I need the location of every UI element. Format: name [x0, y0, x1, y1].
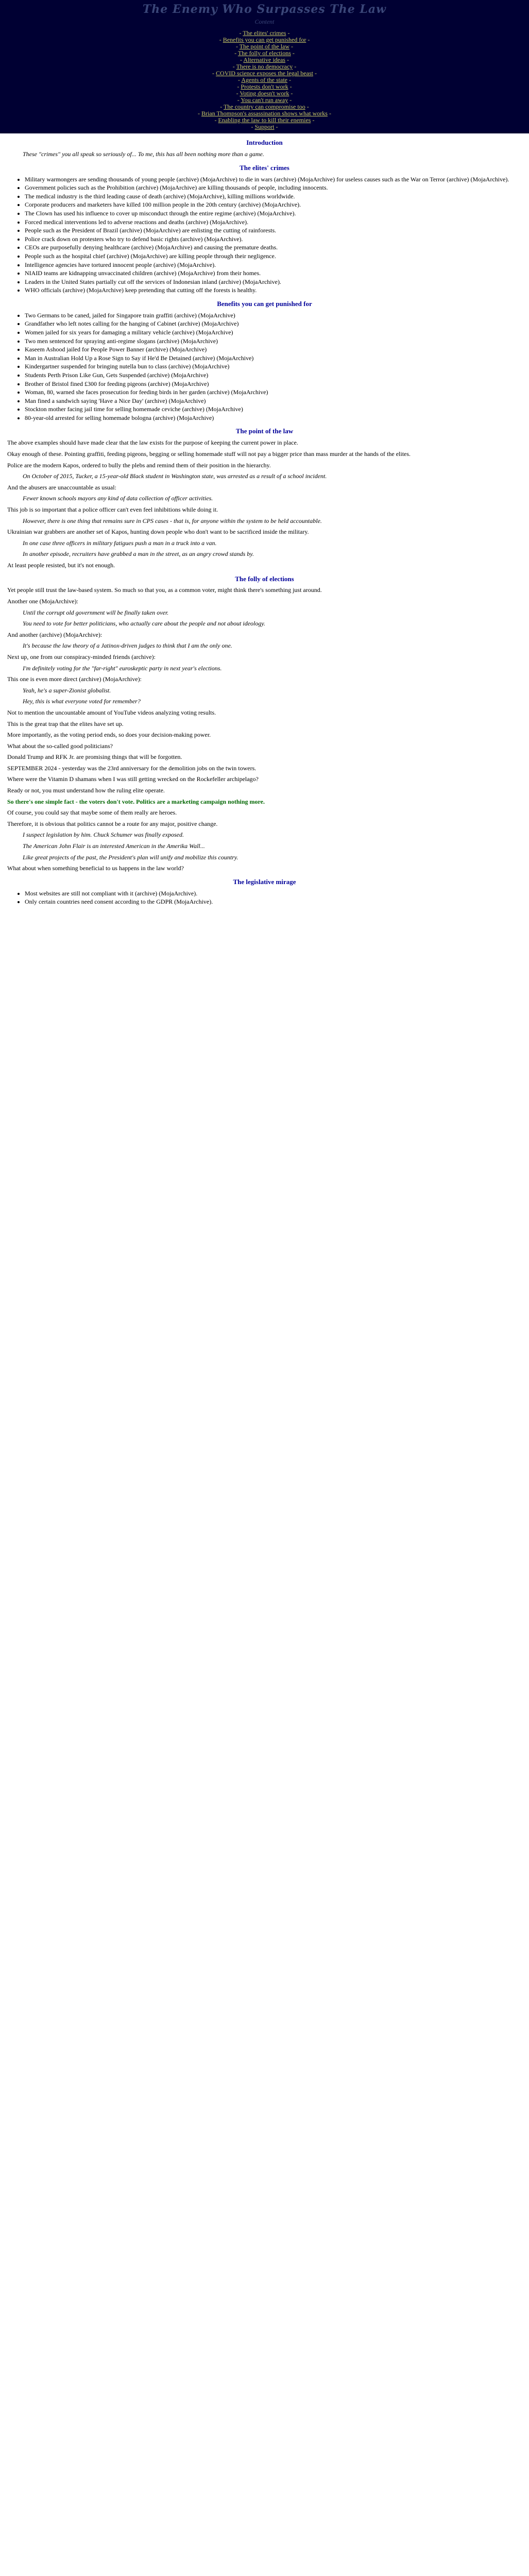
- list-item: • Military warmongers are sending thousands of young people (archive) (MojaArchive) to die in wars (archive) (MojaArchive) for useless causes such as the War on Terror (archive) (MojaArchive).: [25, 176, 522, 184]
- toc-dash: -: [287, 76, 291, 84]
- paragraph: SEPTEMBER 2024 - yesterday was the 23rd anniversary for the demolition jobs on the twin towers.: [7, 764, 257, 772]
- paragraph: Where were the Vitamin D shamans when I was still getting wrecked on the Rockefeller archipelago?: [7, 775, 259, 783]
- section-heading-folly-elections: The folly of elections: [235, 574, 294, 583]
- toc-dash: -: [251, 123, 255, 131]
- elites-crimes-list: [19, 176, 522, 295]
- toc-dash: -: [237, 83, 241, 91]
- page-root: [0, 0, 529, 906]
- paragraph: And the abusers are unaccountable as usual:: [7, 483, 116, 491]
- blockquote: Hey, this is what everyone voted for remember?: [23, 698, 141, 705]
- toc-dash: -: [289, 43, 294, 50]
- toc-dash: -: [311, 116, 315, 124]
- list-item: • Grandfather who left notes calling for the hanging of Cabinet (archive) (MojaArchive): [25, 320, 522, 328]
- list-item: • People such as the hospital chief (archive) (MojaArchive) are killing people through their negligence.: [25, 252, 522, 261]
- toc-link[interactable]: Benefits you can get punished for: [223, 36, 306, 44]
- paragraph: This job is so important that a police officer can't even feel inhibitions while doing it.: [7, 505, 218, 513]
- blockquote: However, there is one thing that remains sure in CPS cases - that is, for anyone within the system to be held accountable.: [23, 517, 322, 524]
- legislative-list: [19, 890, 522, 906]
- list-item: • Police crack down on protesters who try to defend basic rights (archive) (MojaArchive).: [25, 235, 522, 244]
- paragraph: More importantly, as the voting period ends, so does your decision-making power.: [7, 731, 211, 739]
- list-item: • 80-year-old arrested for selling homemade bologna (archive) (MojaArchive): [25, 414, 522, 422]
- list-item: • People such as the President of Brazil (archive) (MojaArchive) are enlisting the cutting of rainforests.: [25, 227, 522, 235]
- toc-dash: -: [235, 43, 240, 50]
- main-content: [0, 139, 529, 906]
- toc-link[interactable]: You can't run away: [241, 96, 288, 104]
- paragraph: Not to mention the uncountable amount of YouTube videos analyzing voting results.: [7, 708, 216, 716]
- toc-link[interactable]: Enabling the law to kill their enemies: [218, 116, 311, 124]
- toc-dash: -: [286, 29, 290, 37]
- list-item: • Man in Australian Hold Up a Rose Sign to Say if He'd Be Detained (archive) (MojaArchive): [25, 354, 522, 363]
- paragraph: Another one (MojaArchive):: [7, 597, 78, 605]
- blockquote: On October of 2015, Tucker, a 15-year-old Black student in Washington state, was arrested as a result of a school incident.: [23, 472, 327, 480]
- toc-dash: -: [236, 90, 240, 97]
- blockquote: The American John Flair is an interested American in the Amerika Wall...: [23, 842, 205, 850]
- paragraph: The above examples should have made clear that the law exists for the purpose of keeping the current power in place.: [7, 439, 298, 447]
- site-title: The Enemy Who Surpasses The Law: [142, 3, 387, 16]
- intro-quote: These "crimes" you all speak so seriously of... To me, this has all been nothing more than a game.: [23, 150, 264, 158]
- toc-dash: -: [291, 49, 295, 57]
- paragraph: Police are the modern Kapos, ordered to bully the plebs and remind them of their position in the hierarchy.: [7, 461, 271, 469]
- toc-dash: -: [293, 63, 297, 71]
- paragraph: And another (archive) (MojaArchive):: [7, 631, 103, 638]
- toc-dash: -: [219, 36, 223, 44]
- toc-dash: -: [306, 36, 310, 44]
- list-item: • Brother of Bristol fined £300 for feeding pigeons (archive) (MojaArchive): [25, 380, 522, 388]
- toc-link[interactable]: There is no democracy: [236, 63, 293, 71]
- paragraph: This is the great trap that the elites have set up.: [7, 720, 124, 727]
- blockquote: Yeah, he's a super-Zionist globalist.: [23, 686, 111, 694]
- blockquote: In another episode, recruiters have grabbed a man in the street, as an angry crowd stands by.: [23, 550, 254, 558]
- site-header: [0, 0, 529, 29]
- blockquote: It's because the law theory of a Jatinox-driven judges to think that I am the only one.: [23, 642, 232, 650]
- toc-link[interactable]: The elites' crimes: [243, 29, 286, 37]
- toc-dash: -: [232, 63, 236, 71]
- paragraph: Donald Trump and RFK Jr. are promising things that will be forgotten.: [7, 753, 182, 761]
- toc-dash: -: [289, 90, 293, 97]
- toc-dash: -: [214, 116, 218, 124]
- toc-link[interactable]: Agents of the state: [241, 76, 287, 84]
- blockquote: In one case three officers in military fatigues push a man in a truck into a van.: [23, 539, 217, 547]
- blockquote: Like great projects of the past, the President's plan will unify and mobilize this country.: [23, 853, 238, 861]
- list-item: • The Clown has used his influence to cover up misconduct through the entire regime (archive) (MojaArchive).: [25, 210, 522, 218]
- list-item: • Women jailed for six years for damaging a military vehicle (archive) (MojaArchive): [25, 329, 522, 337]
- blockquote: You need to vote for better politicians, who actually care about the people and not about ideology.: [23, 620, 266, 628]
- site-subtitle: Content: [254, 18, 275, 25]
- paragraph: What about the so-called good politicians?: [7, 742, 113, 750]
- paragraph: Of course, you could say that maybe some of them really are heroes.: [7, 809, 177, 817]
- list-item: • Intelligence agencies have tortured innocent people (archive) (MojaArchive).: [25, 261, 522, 269]
- toc-link[interactable]: Brian Thompson's assassination shows what works: [201, 110, 328, 117]
- toc-dash: -: [285, 56, 289, 64]
- paragraph: Ready or not, you must understand how the ruling elite operate.: [7, 787, 165, 794]
- list-item: • Two men sentenced for spraying anti-regime slogans (archive) (MojaArchive): [25, 337, 522, 346]
- paragraph: Next up, one from our conspiracy-minded friends (archive):: [7, 653, 156, 660]
- list-item: • WHO officials (archive) (MojaArchive) keep pretending that cutting off the forests is healthy.: [25, 286, 522, 295]
- blockquote: I'm definitely voting for the "far-right" euroskeptic party in next year's elections.: [23, 664, 222, 672]
- paragraph: Yet people still trust the law-based system. So much so that you, as a common voter, might think there's something just around.: [7, 586, 322, 594]
- list-item: • Stockton mother facing jail time for selling homemade ceviche (archive) (MojaArchive): [25, 405, 522, 414]
- list-item: • Forced medical interventions led to adverse reactions and deaths (archive) (MojaArchive).: [25, 218, 522, 227]
- highlighted-statement: So there's one simple fact - the voters don't vote. Politics are a marketing campaign nothing more.: [7, 798, 265, 805]
- paragraph: At least people resisted, but it's not enough.: [7, 561, 115, 569]
- toc-link[interactable]: Voting doesn't work: [240, 90, 289, 97]
- paragraph: Okay enough of these. Pointing graffiti, feeding pigeons, begging or selling homemade stuff will not pay a bigger price than mass murder at the hands of the elites.: [7, 450, 411, 457]
- paragraph: This one is even more direct (archive) (MojaArchive):: [7, 675, 142, 683]
- list-item: • Kaseem Ashood jailed for People Power Banner (archive) (MojaArchive): [25, 346, 522, 354]
- list-item: • The medical industry is the third leading cause of death (archive) (MojaArchive), killing millions worldwide.: [25, 193, 522, 201]
- toc-dash: -: [327, 110, 331, 117]
- section-heading-elites-crimes: The elites' crimes: [240, 163, 289, 172]
- list-item: • Kindergartner suspended for bringing nutella bun to class (archive) (MojaArchive): [25, 363, 522, 371]
- toc-dash: -: [198, 110, 202, 117]
- toc-link[interactable]: The country can compromise too: [224, 103, 305, 111]
- section-heading-introduction: Introduction: [246, 139, 283, 147]
- list-item: • CEOs are purposefully denying healthcare (archive) (MojaArchive) and causing the premature deaths.: [25, 244, 522, 252]
- toc-link[interactable]: Protests don't work: [241, 83, 288, 91]
- toc-dash: -: [212, 70, 216, 77]
- toc-dash: -: [274, 123, 278, 131]
- toc-dash: -: [220, 103, 224, 111]
- list-item: • NIAID teams are kidnapping unvaccinated children (archive) (MojaArchive) from their homes.: [25, 269, 522, 278]
- paragraph: Therefore, it is obvious that politics cannot be a route for any major, positive change.: [7, 820, 218, 827]
- toc-link[interactable]: Alternative ideas: [243, 56, 285, 64]
- list-item: • Corporate producers and marketers have killed 100 million people in the 20th century (archive) (MojaArchive).: [25, 201, 522, 209]
- list-item: • Man fined a sandwich saying 'Have a Nice Day' (archive) (MojaArchive): [25, 397, 522, 405]
- paragraph: What about when something beneficial to us happens in the law world?: [7, 865, 184, 872]
- toc-link[interactable]: Support: [254, 123, 275, 131]
- toc-dash: -: [234, 49, 238, 57]
- section-heading-benefits: Benefits you can get punished for: [217, 299, 312, 308]
- benefits-list: [19, 312, 522, 422]
- toc-dash: -: [239, 29, 243, 37]
- toc-link[interactable]: COVID science exposes the legal beast: [216, 70, 313, 77]
- paragraph: Ukrainian war grabbers are another set of Kapos, hunting down people who don't want to be sacrificed inside the military.: [7, 528, 309, 536]
- toc-dash: -: [288, 83, 292, 91]
- blockquote: Until the corrupt old government will be finally taken over.: [23, 608, 169, 616]
- section-heading-point-of-law: The point of the law: [235, 427, 294, 435]
- toc-dash: -: [237, 96, 241, 104]
- list-item: • Most websites are still not compliant with it (archive) (MojaArchive).: [25, 890, 522, 898]
- toc-dash: -: [238, 76, 242, 84]
- list-item: • Woman, 80, warned she faces prosecution for feeding birds in her garden (archive) (MojaArchive): [25, 388, 522, 397]
- list-item: • Leaders in the United States partially cut off the services of Indonesian inland (archive) (MojaArchive).: [25, 278, 522, 286]
- blockquote: Fewer known schools mayors any kind of data collection of officer activities.: [23, 495, 213, 502]
- list-item: • Only certain countries need consent according to the GDPR (MojaArchive).: [25, 898, 522, 906]
- toc-item: [0, 124, 529, 130]
- table-of-contents: [0, 29, 529, 133]
- list-item: • Two Germans to be caned, jailed for Singapore train graffiti (archive) (MojaArchive): [25, 312, 522, 320]
- list-item: • Students Perth Prison Like Gun, Gets Suspended (archive) (MojaArchive): [25, 371, 522, 380]
- toc-link[interactable]: The folly of elections: [237, 49, 291, 57]
- toc-link[interactable]: The point of the law: [239, 43, 290, 50]
- section-heading-legislative-mirage: The legislative mirage: [233, 877, 296, 886]
- toc-dash: -: [313, 70, 317, 77]
- toc-dash: -: [288, 96, 292, 104]
- blockquote: I suspect legislation by him. Chuck Schumer was finally exposed.: [23, 831, 184, 839]
- toc-dash: -: [240, 56, 244, 64]
- list-item: • Government policies such as the Prohibition (archive) (MojaArchive) are killing thousands of people, including innocents.: [25, 184, 522, 192]
- toc-dash: -: [305, 103, 309, 111]
